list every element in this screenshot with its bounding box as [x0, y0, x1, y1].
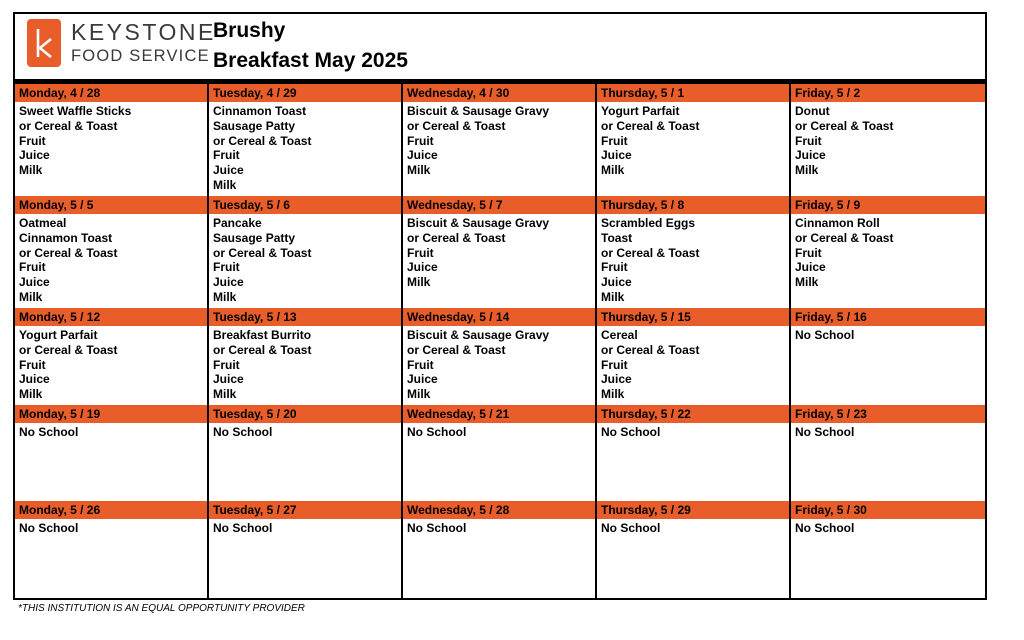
day-cell — [209, 196, 403, 308]
menu-item: or Cereal & Toast — [601, 245, 700, 260]
menu-item: Fruit — [601, 260, 628, 275]
menu-item: Fruit — [795, 133, 822, 148]
menu-items — [15, 423, 207, 440]
menu-item: or Cereal & Toast — [213, 245, 312, 260]
day-header: Friday, 5 / 30 — [791, 501, 985, 519]
menu-items — [209, 326, 401, 402]
menu-items — [15, 214, 207, 305]
school-name: Brushy — [213, 19, 286, 42]
menu-item: Fruit — [213, 260, 240, 275]
menu-items — [209, 102, 401, 193]
menu-items — [791, 214, 985, 290]
week-row — [15, 308, 985, 405]
menu-calendar-grid — [15, 84, 985, 598]
menu-frame — [13, 12, 987, 600]
menu-item: Milk — [19, 289, 43, 304]
day-header: Monday, 5 / 19 — [15, 405, 207, 423]
menu-item: Biscuit & Sausage Gravy — [407, 216, 550, 230]
menu-item: or Cereal & Toast — [213, 133, 312, 148]
menu-item: Sausage Patty — [213, 230, 296, 245]
menu-item: Yogurt Parfait — [601, 104, 680, 118]
day-cell — [209, 84, 403, 196]
menu-item: Scrambled Eggs — [601, 216, 696, 230]
menu-item: No School — [795, 328, 855, 342]
day-header: Tuesday, 5 / 6 — [209, 196, 401, 214]
week-row — [15, 405, 985, 501]
menu-item: No School — [19, 425, 79, 439]
menu-items — [15, 519, 207, 536]
day-header: Tuesday, 5 / 27 — [209, 501, 401, 519]
menu-item: No School — [407, 521, 467, 535]
day-cell — [15, 196, 209, 308]
keystone-k-icon — [27, 19, 61, 67]
menu-items — [209, 519, 401, 536]
day-cell — [209, 308, 403, 405]
menu-item: Fruit — [407, 245, 434, 260]
menu-item: No School — [407, 425, 467, 439]
menu-item: Cereal — [601, 328, 638, 342]
day-header: Tuesday, 5 / 20 — [209, 405, 401, 423]
menu-item: Milk — [213, 289, 237, 304]
brand-sub: FOOD SERVICE — [71, 47, 210, 66]
menu-item: No School — [213, 521, 273, 535]
menu-item: Yogurt Parfait — [19, 328, 98, 342]
day-cell — [209, 501, 403, 598]
equal-opportunity-note: *THIS INSTITUTION IS AN EQUAL OPPORTUNITY PROVIDER — [18, 603, 305, 614]
day-cell — [791, 84, 985, 196]
day-cell — [15, 84, 209, 196]
menu-items — [403, 102, 595, 178]
menu-item: Fruit — [19, 133, 46, 148]
menu-item: or Cereal & Toast — [407, 118, 506, 133]
keystone-logo — [27, 19, 216, 67]
menu-item: Juice — [795, 260, 826, 275]
day-cell — [403, 501, 597, 598]
brand-name: KEYSTONE — [71, 19, 216, 46]
menu-item: or Cereal & Toast — [795, 230, 894, 245]
menu-item: or Cereal & Toast — [19, 342, 118, 357]
day-cell — [209, 405, 403, 501]
day-header: Wednesday, 4 / 30 — [403, 84, 595, 102]
menu-item: Fruit — [601, 133, 628, 148]
day-cell — [791, 405, 985, 501]
menu-items — [403, 519, 595, 536]
menu-item: No School — [213, 425, 273, 439]
day-cell — [791, 196, 985, 308]
day-cell — [597, 196, 791, 308]
day-header: Monday, 5 / 12 — [15, 308, 207, 326]
day-header: Friday, 5 / 23 — [791, 405, 985, 423]
menu-item: Cinnamon Roll — [795, 216, 880, 230]
menu-item: Milk — [601, 289, 625, 304]
menu-items — [597, 214, 789, 305]
day-cell — [15, 405, 209, 501]
day-header: Wednesday, 5 / 21 — [403, 405, 595, 423]
menu-item: Juice — [601, 275, 632, 290]
day-cell — [597, 405, 791, 501]
menu-item: or Cereal & Toast — [795, 118, 894, 133]
menu-items — [15, 102, 207, 178]
menu-item: Sausage Patty — [213, 118, 296, 133]
menu-item: Juice — [19, 372, 50, 387]
menu-item: Juice — [213, 372, 244, 387]
menu-items — [403, 326, 595, 402]
menu-items — [791, 102, 985, 178]
menu-items — [597, 423, 789, 440]
menu-items — [791, 326, 985, 343]
menu-item: Milk — [407, 163, 431, 178]
day-cell — [791, 308, 985, 405]
day-header: Thursday, 5 / 29 — [597, 501, 789, 519]
day-cell — [597, 501, 791, 598]
menu-item: Breakfast Burrito — [213, 328, 312, 342]
menu-item: Fruit — [19, 260, 46, 275]
day-header: Thursday, 5 / 1 — [597, 84, 789, 102]
day-cell — [403, 84, 597, 196]
menu-item: Juice — [601, 372, 632, 387]
menu-item: Juice — [213, 163, 244, 178]
menu-item: Fruit — [19, 357, 46, 372]
day-header: Friday, 5 / 9 — [791, 196, 985, 214]
menu-item: Oatmeal — [19, 216, 67, 230]
menu-item: Milk — [795, 275, 819, 290]
page-title: Breakfast May 2025 — [213, 49, 408, 72]
menu-item: Fruit — [213, 148, 240, 163]
week-row — [15, 196, 985, 308]
menu-item: Cinnamon Toast — [213, 104, 307, 118]
menu-item: Fruit — [213, 357, 240, 372]
menu-item: or Cereal & Toast — [19, 118, 118, 133]
day-cell — [403, 196, 597, 308]
menu-header — [15, 14, 985, 79]
menu-item: No School — [795, 425, 855, 439]
day-header: Wednesday, 5 / 7 — [403, 196, 595, 214]
menu-item: Milk — [407, 275, 431, 290]
day-cell — [597, 308, 791, 405]
menu-item: Sweet Waffle Sticks — [19, 104, 132, 118]
menu-item: Juice — [407, 148, 438, 163]
menu-item: Juice — [795, 148, 826, 163]
menu-item: Milk — [213, 387, 237, 402]
menu-item: No School — [601, 521, 661, 535]
menu-items — [791, 423, 985, 440]
day-header: Friday, 5 / 16 — [791, 308, 985, 326]
week-row — [15, 501, 985, 598]
menu-item: Juice — [19, 148, 50, 163]
menu-item: Fruit — [795, 245, 822, 260]
day-header: Monday, 5 / 5 — [15, 196, 207, 214]
day-header: Thursday, 5 / 22 — [597, 405, 789, 423]
menu-item: Pancake — [213, 216, 262, 230]
menu-item: Cinnamon Toast — [19, 230, 113, 245]
day-header: Friday, 5 / 2 — [791, 84, 985, 102]
day-cell — [791, 501, 985, 598]
menu-item: No School — [19, 521, 79, 535]
day-header: Tuesday, 4 / 29 — [209, 84, 401, 102]
menu-item: Milk — [795, 163, 819, 178]
day-header: Tuesday, 5 / 13 — [209, 308, 401, 326]
menu-item: Fruit — [407, 133, 434, 148]
menu-item: Biscuit & Sausage Gravy — [407, 328, 550, 342]
day-header: Wednesday, 5 / 14 — [403, 308, 595, 326]
menu-item: Milk — [19, 163, 43, 178]
day-header: Monday, 5 / 26 — [15, 501, 207, 519]
menu-items — [15, 326, 207, 402]
menu-item: or Cereal & Toast — [19, 245, 118, 260]
day-cell — [403, 308, 597, 405]
menu-items — [403, 423, 595, 440]
day-cell — [597, 84, 791, 196]
menu-items — [403, 214, 595, 290]
menu-item: Milk — [213, 177, 237, 192]
menu-item: Milk — [601, 387, 625, 402]
menu-item: Fruit — [407, 357, 434, 372]
day-header: Thursday, 5 / 15 — [597, 308, 789, 326]
menu-item: No School — [795, 521, 855, 535]
menu-item: Donut — [795, 104, 830, 118]
day-header: Monday, 4 / 28 — [15, 84, 207, 102]
day-cell — [15, 501, 209, 598]
menu-item: Juice — [213, 275, 244, 290]
menu-item: Juice — [19, 275, 50, 290]
menu-item: Juice — [407, 260, 438, 275]
menu-items — [209, 423, 401, 440]
day-cell — [403, 405, 597, 501]
menu-item: or Cereal & Toast — [601, 118, 700, 133]
menu-item: No School — [601, 425, 661, 439]
menu-items — [597, 326, 789, 402]
menu-item: Milk — [601, 163, 625, 178]
menu-item: Fruit — [601, 357, 628, 372]
menu-item: Toast — [601, 230, 633, 245]
menu-item: Juice — [601, 148, 632, 163]
menu-items — [597, 102, 789, 178]
menu-items — [597, 519, 789, 536]
menu-item: or Cereal & Toast — [213, 342, 312, 357]
menu-item: Milk — [19, 387, 43, 402]
day-header: Wednesday, 5 / 28 — [403, 501, 595, 519]
menu-item: Biscuit & Sausage Gravy — [407, 104, 550, 118]
week-row — [15, 84, 985, 196]
day-header: Thursday, 5 / 8 — [597, 196, 789, 214]
menu-item: Milk — [407, 387, 431, 402]
menu-items — [209, 214, 401, 305]
menu-item: or Cereal & Toast — [407, 230, 506, 245]
menu-items — [791, 519, 985, 536]
menu-item: or Cereal & Toast — [407, 342, 506, 357]
day-cell — [15, 308, 209, 405]
menu-item: or Cereal & Toast — [601, 342, 700, 357]
menu-item: Juice — [407, 372, 438, 387]
